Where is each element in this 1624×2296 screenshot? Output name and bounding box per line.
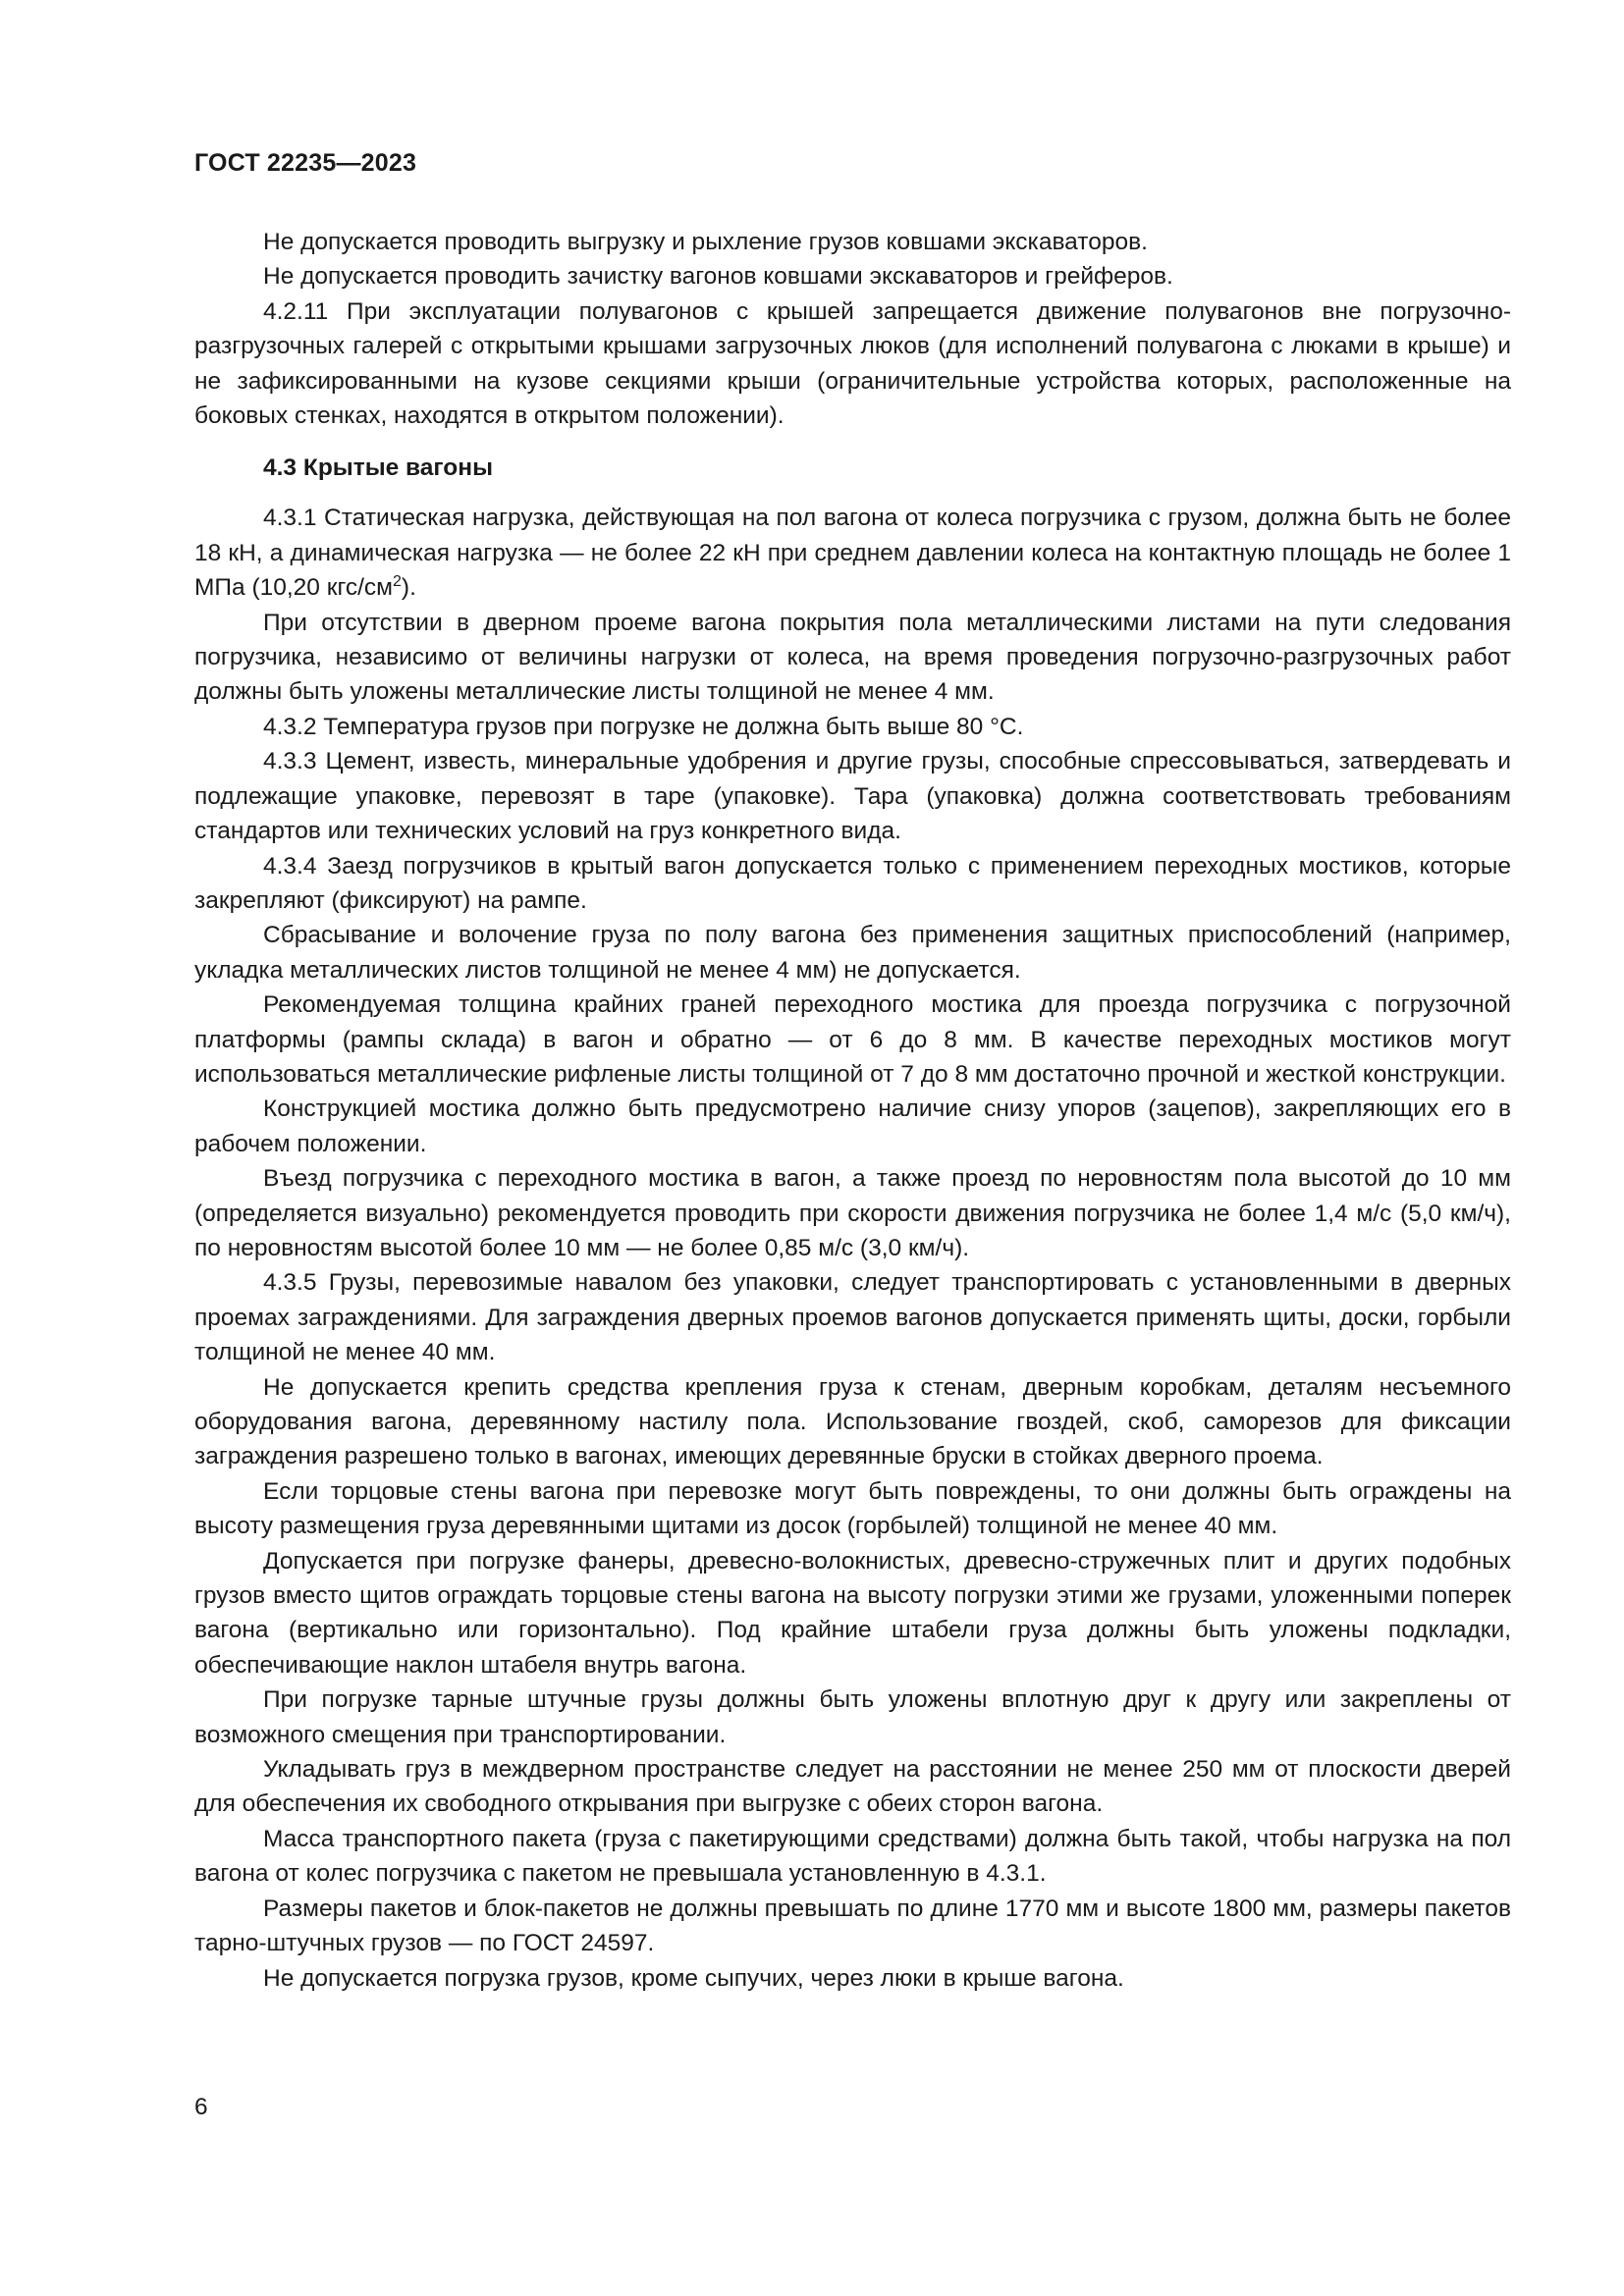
clause-4-3-3: 4.3.3 Цемент, известь, минеральные удобрения и другие грузы, способные спрессовываться, затвердевать и подлежащие упаковке, перевозят в таре (упаковке). Тара (упаковка) должна соответствовать требованиям стандартов или технических условий на груз конкретного вида.	[194, 748, 1511, 845]
document-header: ГОСТ 22235—2023	[194, 149, 417, 177]
paragraph: Не допускается проводить зачистку вагонов ковшами экскаваторов и грейферов.	[263, 263, 1173, 291]
paragraph: При отсутствии в дверном проеме вагона покрытия пола металлическими листами на пути следования погрузчика, независимо от величины нагрузки от колеса, на время проведения погрузочно-разгрузочных работ должны быть уложены металлические листы толщиной не менее 4 мм.	[194, 609, 1511, 706]
clause-4-3-1-text: 4.3.1 Статическая нагрузка, действующая на пол вагона от колеса погрузчика с грузом, должна быть не более 18 кН, а динамическая нагрузка — не более 22 кН при среднем давлении колеса на контактную площадь не более 1 МПа (10,20 кгс/см	[194, 505, 1511, 602]
paragraph: Масса транспортного пакета (груза с пакетирующими средствами) должна быть такой, чтобы нагрузка на пол вагона от колес погрузчика с пакетом не превышала установленную в 4.3.1.	[194, 1825, 1511, 1888]
clause-4-3-4: 4.3.4 Заезд погрузчиков в крытый вагон допускается только с применением переходных мостиков, которые закрепляют (фиксируют) на рампе.	[194, 852, 1511, 914]
clause-4-3-1	[194, 501, 1511, 605]
clause-4-3-5: 4.3.5 Грузы, перевозимые навалом без упаковки, следует транспортировать с установленными в дверных проемах заграждениями. Для заграждения дверных проемов вагонов допускается применять щиты, доски, горбыли толщиной не менее 40 мм.	[194, 1269, 1511, 1366]
clause-4-3-2: 4.3.2 Температура грузов при погрузке не должна быть выше 80 °С.	[263, 713, 1024, 740]
paragraph: Размеры пакетов и блок-пакетов не должны превышать по длине 1770 мм и высоте 1800 мм, размеры пакетов тарно-штучных грузов — по ГОСТ 24597.	[194, 1895, 1511, 1957]
superscript: 2	[393, 573, 402, 591]
paragraph: Сбрасывание и волочение груза по полу вагона без применения защитных приспособлений (например, укладка металлических листов толщиной не менее 4 мм) не допускается.	[194, 922, 1511, 984]
paragraph: Допускается при погрузке фанеры, древесно-волокнистых, древесно-стружечных плит и других подобных грузов вместо щитов ограждать торцовые стены вагона на высоту погрузки этими же грузами, уложенными поперек вагона (вертикально или горизонтально). Под крайние штабели груза должны быть уложены подкладки, обеспечивающие наклон штабеля внутрь вагона.	[194, 1547, 1511, 1679]
clause-4-2-11: 4.2.11 При эксплуатации полувагонов с крышей запрещается движение полувагонов вне погрузочно-разгрузочных галерей с открытыми крышами загрузочных люков (для исполнений полувагона с люками в крыше) и не зафиксированными на кузове секциями крыши (ограничительные устройства которых, расположенные на боковых стенках, находятся в открытом положении).	[194, 297, 1511, 430]
document-body	[194, 225, 1511, 1996]
paragraph: Конструкцией мостика должно быть предусмотрено наличие снизу упоров (зацепов), закрепляющих его в рабочем положении.	[194, 1095, 1511, 1157]
paragraph: Въезд погрузчика с переходного мостика в вагон, а также проезд по неровностям пола высотой до 10 мм (определяется визуально) рекомендуется проводить при скорости движения погрузчика не более 1,4 м/с (5,0 км/ч), по неровностям высотой более 10 мм — не более 0,85 м/с (3,0 км/ч).	[194, 1165, 1511, 1261]
paragraph: Укладывать груз в междверном пространстве следует на расстоянии не менее 250 мм от плоскости дверей для обеспечения их свободного открывания при выгрузке с обеих сторон вагона.	[194, 1756, 1511, 1818]
paragraph: Не допускается проводить выгрузку и рыхление грузов ковшами экскаваторов.	[263, 229, 1148, 255]
section-heading-4-3: 4.3 Крытые вагоны	[263, 454, 493, 482]
paragraph: Не допускается погрузка грузов, кроме сыпучих, через люки в крыше вагона.	[263, 1964, 1124, 1992]
paragraph: Не допускается крепить средства крепления груза к стенам, дверным коробкам, деталям несъемного оборудования вагона, деревянному настилу пола. Использование гвоздей, скоб, саморезов для фиксации заграждения разрешено только в вагонах, имеющих деревянные бруски в стойках дверного проема.	[194, 1373, 1511, 1470]
paragraph: При погрузке тарные штучные грузы должны быть уложены вплотную друг к другу или закреплены от возможного смещения при транспортировании.	[194, 1686, 1511, 1748]
clause-4-3-1-end: ).	[401, 574, 416, 602]
page-number: 6	[194, 2094, 208, 2120]
paragraph: Если торцовые стены вагона при перевозке могут быть повреждены, то они должны быть ограждены на высоту размещения груза деревянными щитами из досок (горбылей) толщиной не менее 40 мм.	[194, 1477, 1511, 1540]
paragraph: Рекомендуемая толщина крайних граней переходного мостика для проезда погрузчика с погрузочной платформы (рампы склада) в вагон и обратно — от 6 до 8 мм. В качестве переходных мостиков могут использоваться металлические рифленые листы толщиной от 7 до 8 мм достаточно прочной и жесткой конструкции.	[194, 991, 1511, 1088]
